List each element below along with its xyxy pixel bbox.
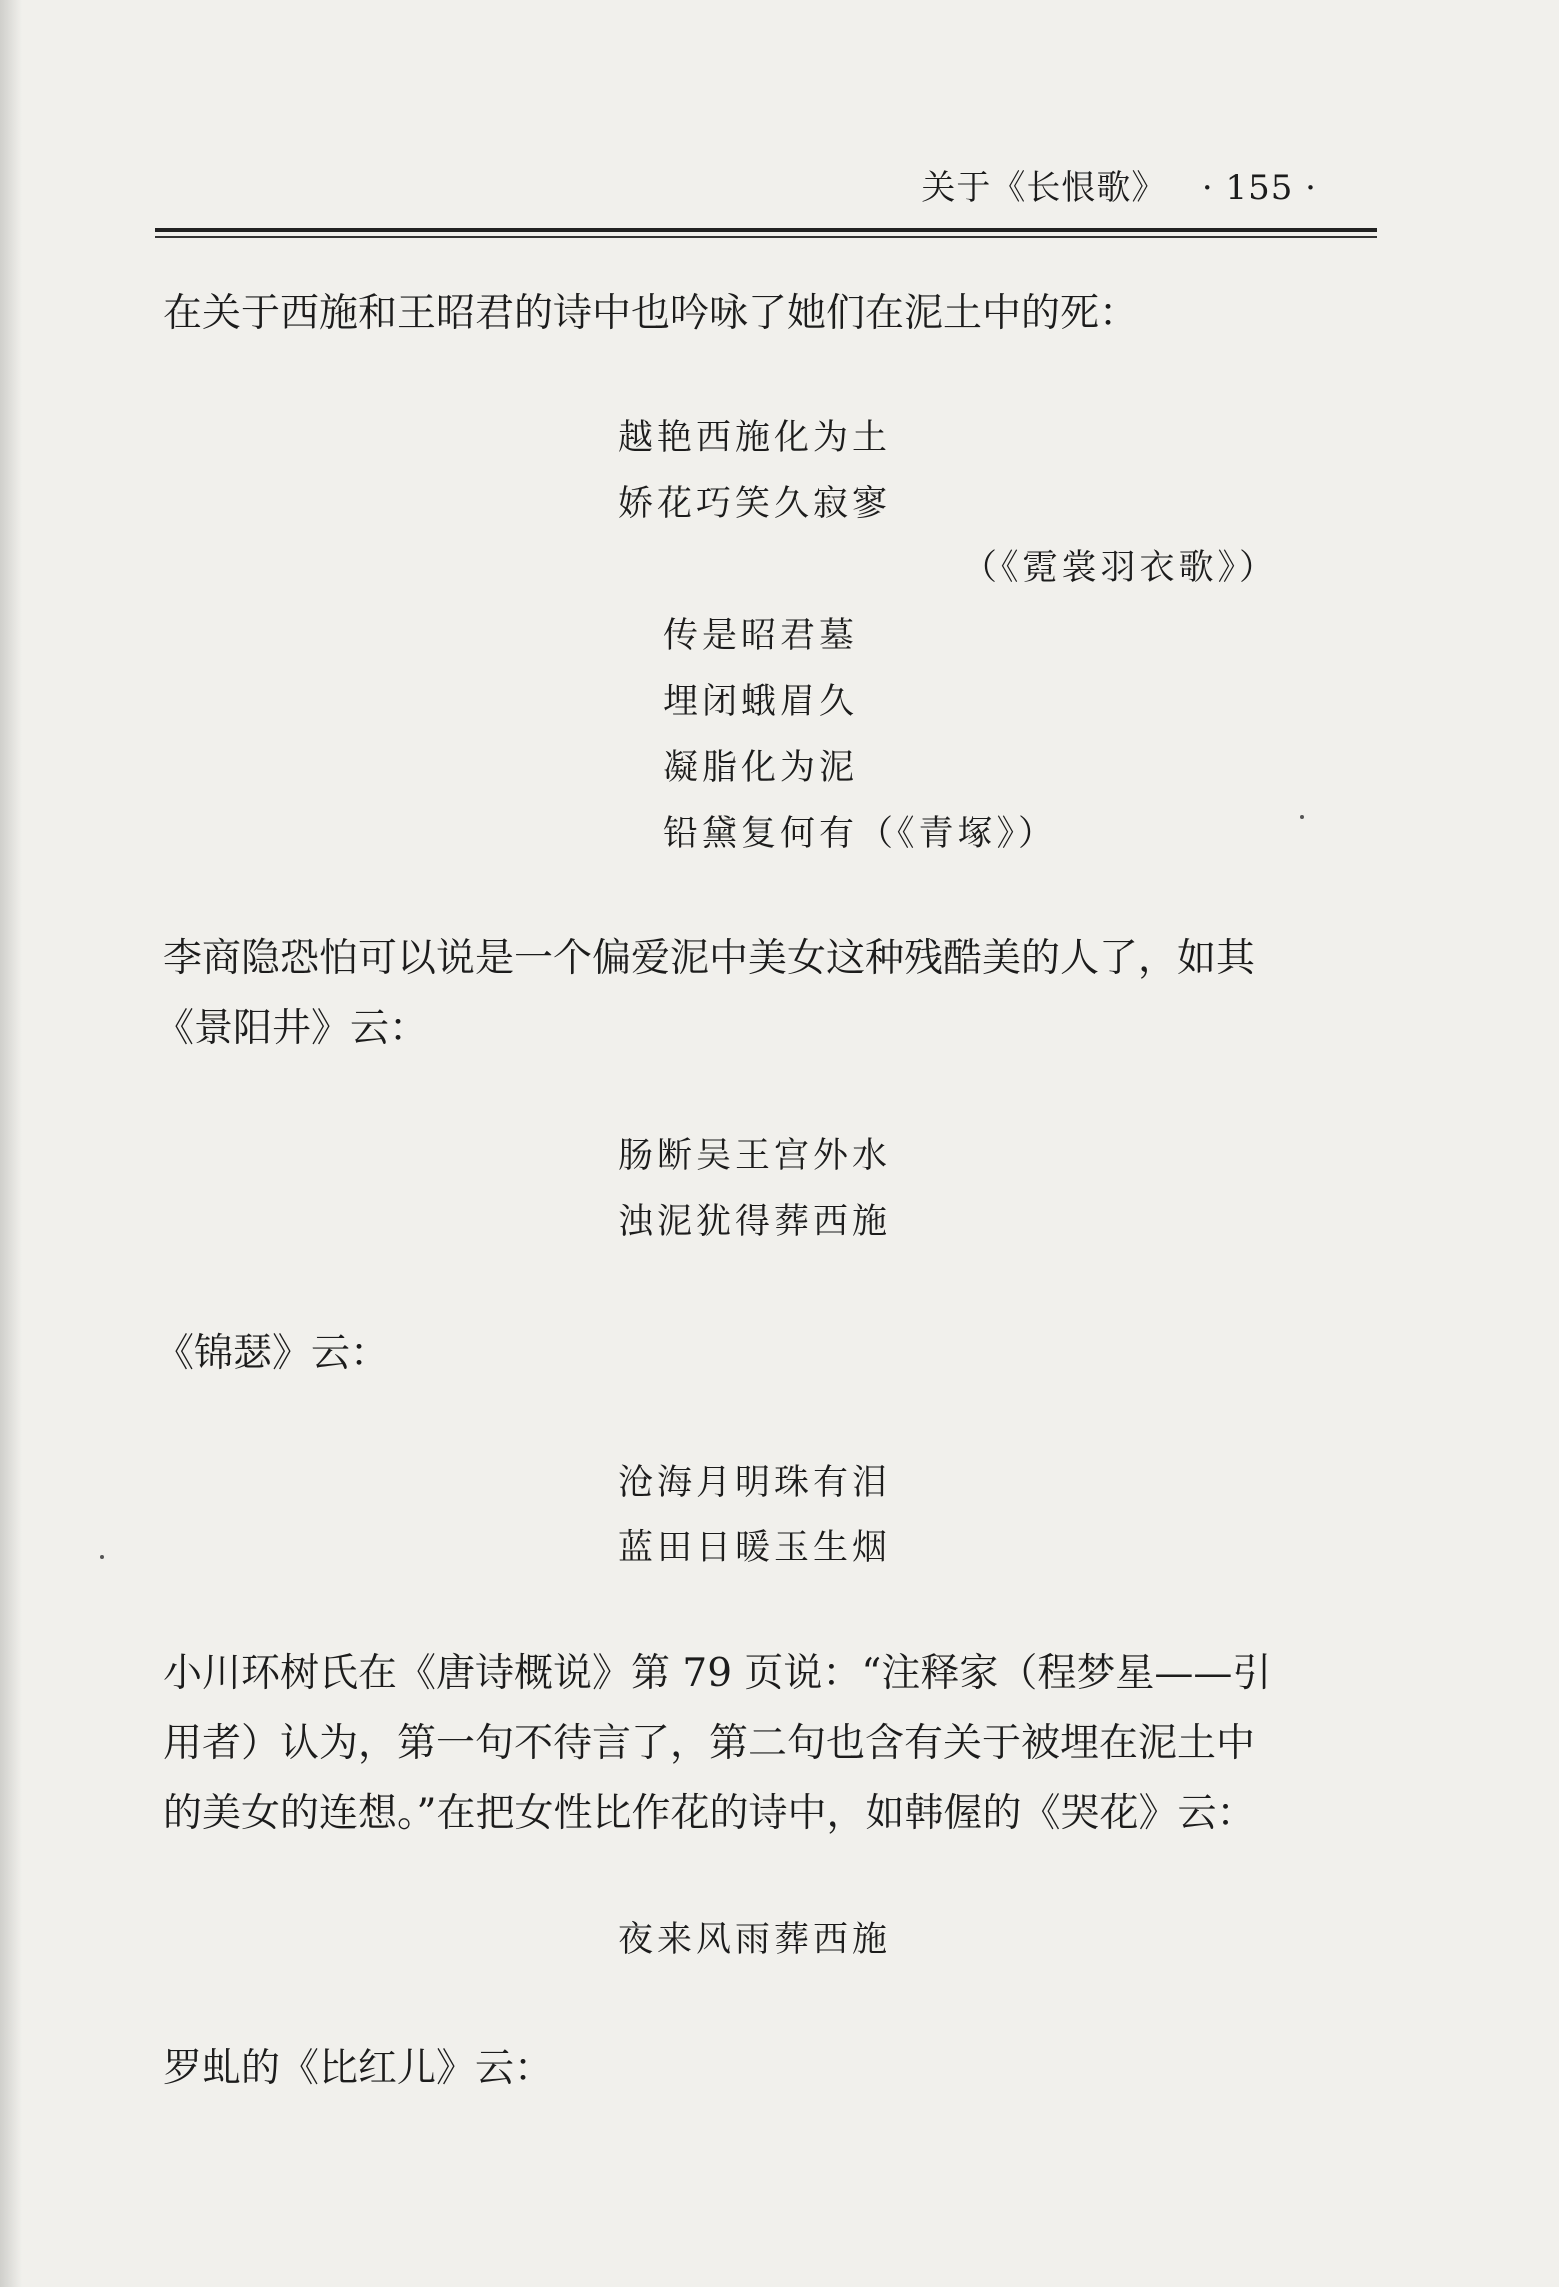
running-header: [155, 160, 1377, 220]
paragraph-4-line2: 用者）认为，第一句不待言了，第二句也含有关于被埋在泥土中: [163, 1721, 1256, 1766]
stray-speck: [1300, 815, 1304, 819]
quote3-line1: 肠断吴王宫外水: [618, 1136, 892, 1176]
running-title: 关于《长恨歌》: [921, 168, 1167, 208]
quote2-line3: 凝脂化为泥: [663, 748, 859, 788]
quote1-source: （《霓裳羽衣歌》）: [962, 548, 1279, 588]
quote5-line1: 夜来风雨葬西施: [618, 1920, 892, 1960]
header-rule-thick: [155, 228, 1377, 232]
paragraph-3: 《锦瑟》云：: [155, 1331, 390, 1376]
quote2-line1: 传是昭君墓: [663, 616, 859, 656]
running-header-text: [921, 160, 1317, 209]
page-number: · 155 ·: [1201, 168, 1317, 208]
quote4-line2: 蓝田日暖玉生烟: [618, 1528, 892, 1568]
paragraph-1: 在关于西施和王昭君的诗中也吟咏了她们在泥土中的死：: [163, 291, 1139, 336]
quote3-line2: 浊泥犹得葬西施: [618, 1202, 892, 1242]
quote1-line2: 娇花巧笑久寂寥: [618, 484, 892, 524]
paragraph-4-line1: 小川环树氏在《唐诗概说》第 79 页说：“注释家（程梦星——引: [163, 1651, 1272, 1696]
paragraph-2-line1: 李商隐恐怕可以说是一个偏爱泥中美女这种残酷美的人了，如其: [163, 936, 1256, 981]
quote2-line4: 铅黛复何有（《青塚》）: [663, 814, 1058, 854]
paragraph-4-line3: 的美女的连想。”在把女性比作花的诗中，如韩偓的《哭花》云：: [163, 1791, 1256, 1836]
quote2-line2: 埋闭蛾眉久: [663, 682, 859, 722]
margin-speck: [100, 1555, 104, 1559]
paragraph-5: 罗虬的《比红儿》云：: [163, 2046, 554, 2091]
header-rule-thin: [155, 236, 1377, 238]
page-edge-shadow: [0, 0, 22, 2287]
quote1-line1: 越艳西施化为土: [618, 418, 892, 458]
paragraph-2-line2: 《景阳井》云：: [155, 1006, 429, 1051]
quote4-line1: 沧海月明珠有泪: [618, 1463, 892, 1503]
